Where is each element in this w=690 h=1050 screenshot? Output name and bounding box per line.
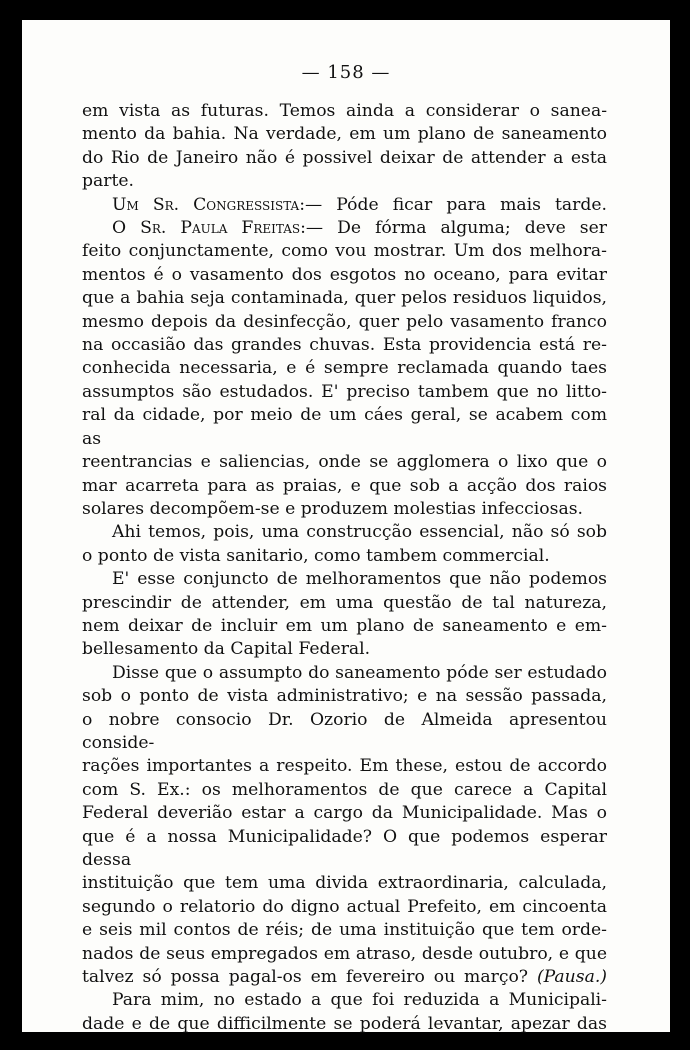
paragraph-line: prescindir de attender, em uma questão de tal natureza, [82,592,607,613]
paragraph-line: bellesamento da Capital Federal. [82,639,371,660]
paragraph-line [82,966,607,989]
paragraph-line: que é a nossa Municipalidade? O que podemos esperar dessa [82,826,607,870]
paragraph-line: nem deixar de incluir em um plano de saneamento e em- [82,615,607,636]
paragraph-line: E' esse conjuncto de melhoramentos que não podemos [112,569,607,590]
speaker-name: Um Sr. Congressista: [112,194,306,215]
speaker-name: O Sr. Paula Freitas: [112,218,306,239]
paragraph-line: o nobre consocio Dr. Ozorio de Almeida apresentou conside- [82,709,607,753]
paragraph-line: mento da bahia. Na verdade, em um plano de saneamento [82,124,607,145]
paragraph-line: mentos é o vasamento dos esgotos no oceano, para evitar [82,264,607,285]
paragraph-line: Ahi temos, pois, uma construcção essencial, não só sob [112,522,607,543]
paragraph-line: parte. [82,171,135,192]
paragraph-line: ral da cidade, por meio de um cáes geral, se acabem com as [82,405,607,449]
paragraph-line: e seis mil contos de réis; de uma instituição que tem orde- [82,920,607,941]
book-page [22,20,670,1032]
paragraph-line: na occasião das grandes chuvas. Esta providencia está re- [82,335,607,356]
line-text: talvez só possa pagal-os em fevereiro ou março? [82,967,529,988]
paragraph-line: Para mim, no estado a que foi reduzida a Municipali- [112,990,607,1011]
paragraph-line: Disse que o assumpto do saneamento póde ser estudado [112,662,607,683]
speech-text: — De fórma alguma; deve ser [305,218,608,239]
paragraph-line: dade e de que difficilmente se poderá levantar, apezar das [82,1013,607,1034]
paragraph-line: reentrancias e saliencias, onde se agglomera o lixo que o [82,452,607,473]
paragraph-line: Federal deverião estar a cargo da Municipalidade. Mas o [82,803,607,824]
paragraph: em vista as futuras. Temos ainda a considerar o sanea- [82,101,607,121]
paragraph-line: do Rio de Janeiro não é possivel deixar de attender a esta [82,147,607,168]
paragraph-line: o ponto de vista sanitario, como tambem commercial. [82,545,550,566]
paragraph-line: nados de seus empregados em atraso, desde outubro, e que [82,943,607,964]
paragraph-line: rações importantes a respeito. Em these, estou de accordo [82,756,607,777]
speaker-line [82,217,607,240]
page-body [82,100,607,1036]
page-number: — 158 — [301,62,391,83]
paragraph-line: conhecida necessaria, e é sempre reclamada quando taes [82,358,607,379]
paragraph-line: mesmo depois da desinfecção, quer pelo vasamento franco [82,311,607,332]
paragraph-line: mar acarreta para as praias, e que sob a acção dos raios [82,475,607,496]
paragraph-line: feito conjunctamente, como vou mostrar. Um dos melhora- [82,241,607,262]
paragraph-line: segundo o relatorio do digno actual Prefeito, em cincoenta [82,896,607,917]
paragraph-line: assumptos são estudados. E' preciso tambem que no litto- [82,381,607,402]
paragraph-line: instituição que tem uma divida extraordinaria, calculada, [82,873,607,894]
paragraph-line: solares decompõem-se e produzem molestias infecciosas. [82,498,583,519]
speaker-line [82,194,607,217]
paragraph-line: sob o ponto de vista administrativo; e na sessão passada, [82,686,607,707]
paragraph-line: com S. Ex.: os melhoramentos de que carece a Capital [82,779,607,800]
paragraph-line: que a bahia seja contaminada, quer pelos residuos liquidos, [82,288,607,309]
stage-direction: (Pausa.) [536,967,607,988]
speech-text: — Póde ficar para mais tarde. [305,194,608,215]
